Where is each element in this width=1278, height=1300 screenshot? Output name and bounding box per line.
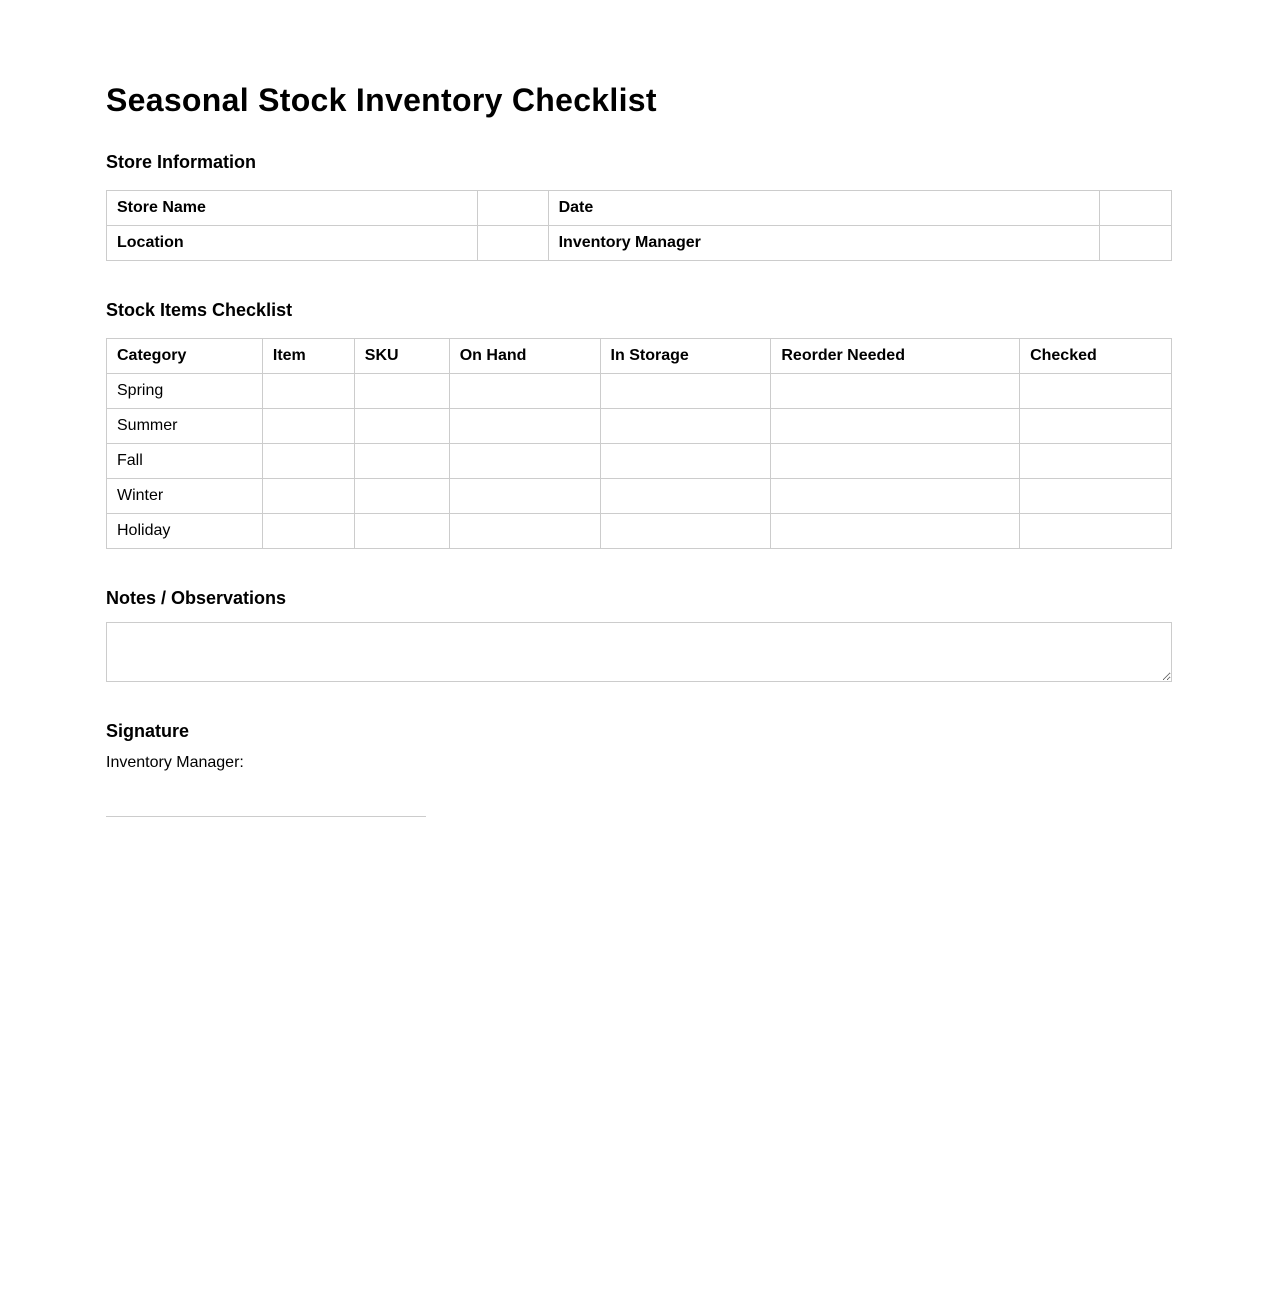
- table-row: [107, 191, 1172, 226]
- store-info-heading: Store Information: [106, 152, 257, 172]
- table-header-row: [107, 339, 1172, 374]
- stock-items-table: [106, 338, 1172, 549]
- inventory-manager-field[interactable]: [1100, 226, 1172, 261]
- sku-cell[interactable]: [354, 409, 449, 444]
- item-cell[interactable]: [262, 409, 354, 444]
- table-row: [107, 374, 1172, 409]
- reorder-needed-cell[interactable]: [771, 409, 1020, 444]
- sku-cell[interactable]: [354, 514, 449, 549]
- checked-cell[interactable]: [1020, 409, 1172, 444]
- in-storage-cell[interactable]: [600, 409, 771, 444]
- on-hand-cell[interactable]: [449, 514, 600, 549]
- notes-textarea[interactable]: [106, 622, 1172, 682]
- column-header-sku: SKU: [354, 339, 449, 374]
- on-hand-cell[interactable]: [449, 444, 600, 479]
- table-row: [107, 226, 1172, 261]
- inventory-manager-label: Inventory Manager: [548, 226, 1099, 261]
- item-cell[interactable]: [262, 514, 354, 549]
- in-storage-cell[interactable]: [600, 479, 771, 514]
- checked-cell[interactable]: [1020, 374, 1172, 409]
- store-name-field[interactable]: [477, 191, 548, 226]
- column-header-category: Category: [107, 339, 263, 374]
- reorder-needed-cell[interactable]: [771, 514, 1020, 549]
- table-row: [107, 514, 1172, 549]
- on-hand-cell[interactable]: [449, 479, 600, 514]
- column-header-item: Item: [262, 339, 354, 374]
- signature-label: Inventory Manager:: [106, 754, 244, 771]
- column-header-in-storage: In Storage: [600, 339, 771, 374]
- item-cell[interactable]: [262, 374, 354, 409]
- in-storage-cell[interactable]: [600, 374, 771, 409]
- category-cell: Winter: [107, 479, 263, 514]
- sku-cell[interactable]: [354, 479, 449, 514]
- store-info-table: [106, 190, 1172, 261]
- item-cell[interactable]: [262, 479, 354, 514]
- date-field[interactable]: [1100, 191, 1172, 226]
- category-cell: Summer: [107, 409, 263, 444]
- sku-cell[interactable]: [354, 444, 449, 479]
- item-cell[interactable]: [262, 444, 354, 479]
- table-row: [107, 409, 1172, 444]
- table-row: [107, 479, 1172, 514]
- reorder-needed-cell[interactable]: [771, 444, 1020, 479]
- signature-heading: Signature: [106, 721, 190, 741]
- sku-cell[interactable]: [354, 374, 449, 409]
- table-row: [107, 444, 1172, 479]
- location-label: Location: [107, 226, 478, 261]
- store-name-label: Store Name: [107, 191, 478, 226]
- checked-cell[interactable]: [1020, 444, 1172, 479]
- column-header-on-hand: On Hand: [449, 339, 600, 374]
- on-hand-cell[interactable]: [449, 409, 600, 444]
- reorder-needed-cell[interactable]: [771, 479, 1020, 514]
- in-storage-cell[interactable]: [600, 444, 771, 479]
- in-storage-cell[interactable]: [600, 514, 771, 549]
- date-label: Date: [548, 191, 1099, 226]
- on-hand-cell[interactable]: [449, 374, 600, 409]
- stock-items-heading: Stock Items Checklist: [106, 300, 293, 320]
- column-header-checked: Checked: [1020, 339, 1172, 374]
- checked-cell[interactable]: [1020, 479, 1172, 514]
- column-header-reorder-needed: Reorder Needed: [771, 339, 1020, 374]
- category-cell: Fall: [107, 444, 263, 479]
- reorder-needed-cell[interactable]: [771, 374, 1020, 409]
- notes-heading: Notes / Observations: [106, 588, 287, 608]
- category-cell: Spring: [107, 374, 263, 409]
- location-field[interactable]: [477, 226, 548, 261]
- checked-cell[interactable]: [1020, 514, 1172, 549]
- page-title: Seasonal Stock Inventory Checklist: [106, 82, 657, 118]
- category-cell: Holiday: [107, 514, 263, 549]
- signature-line[interactable]: [106, 816, 426, 817]
